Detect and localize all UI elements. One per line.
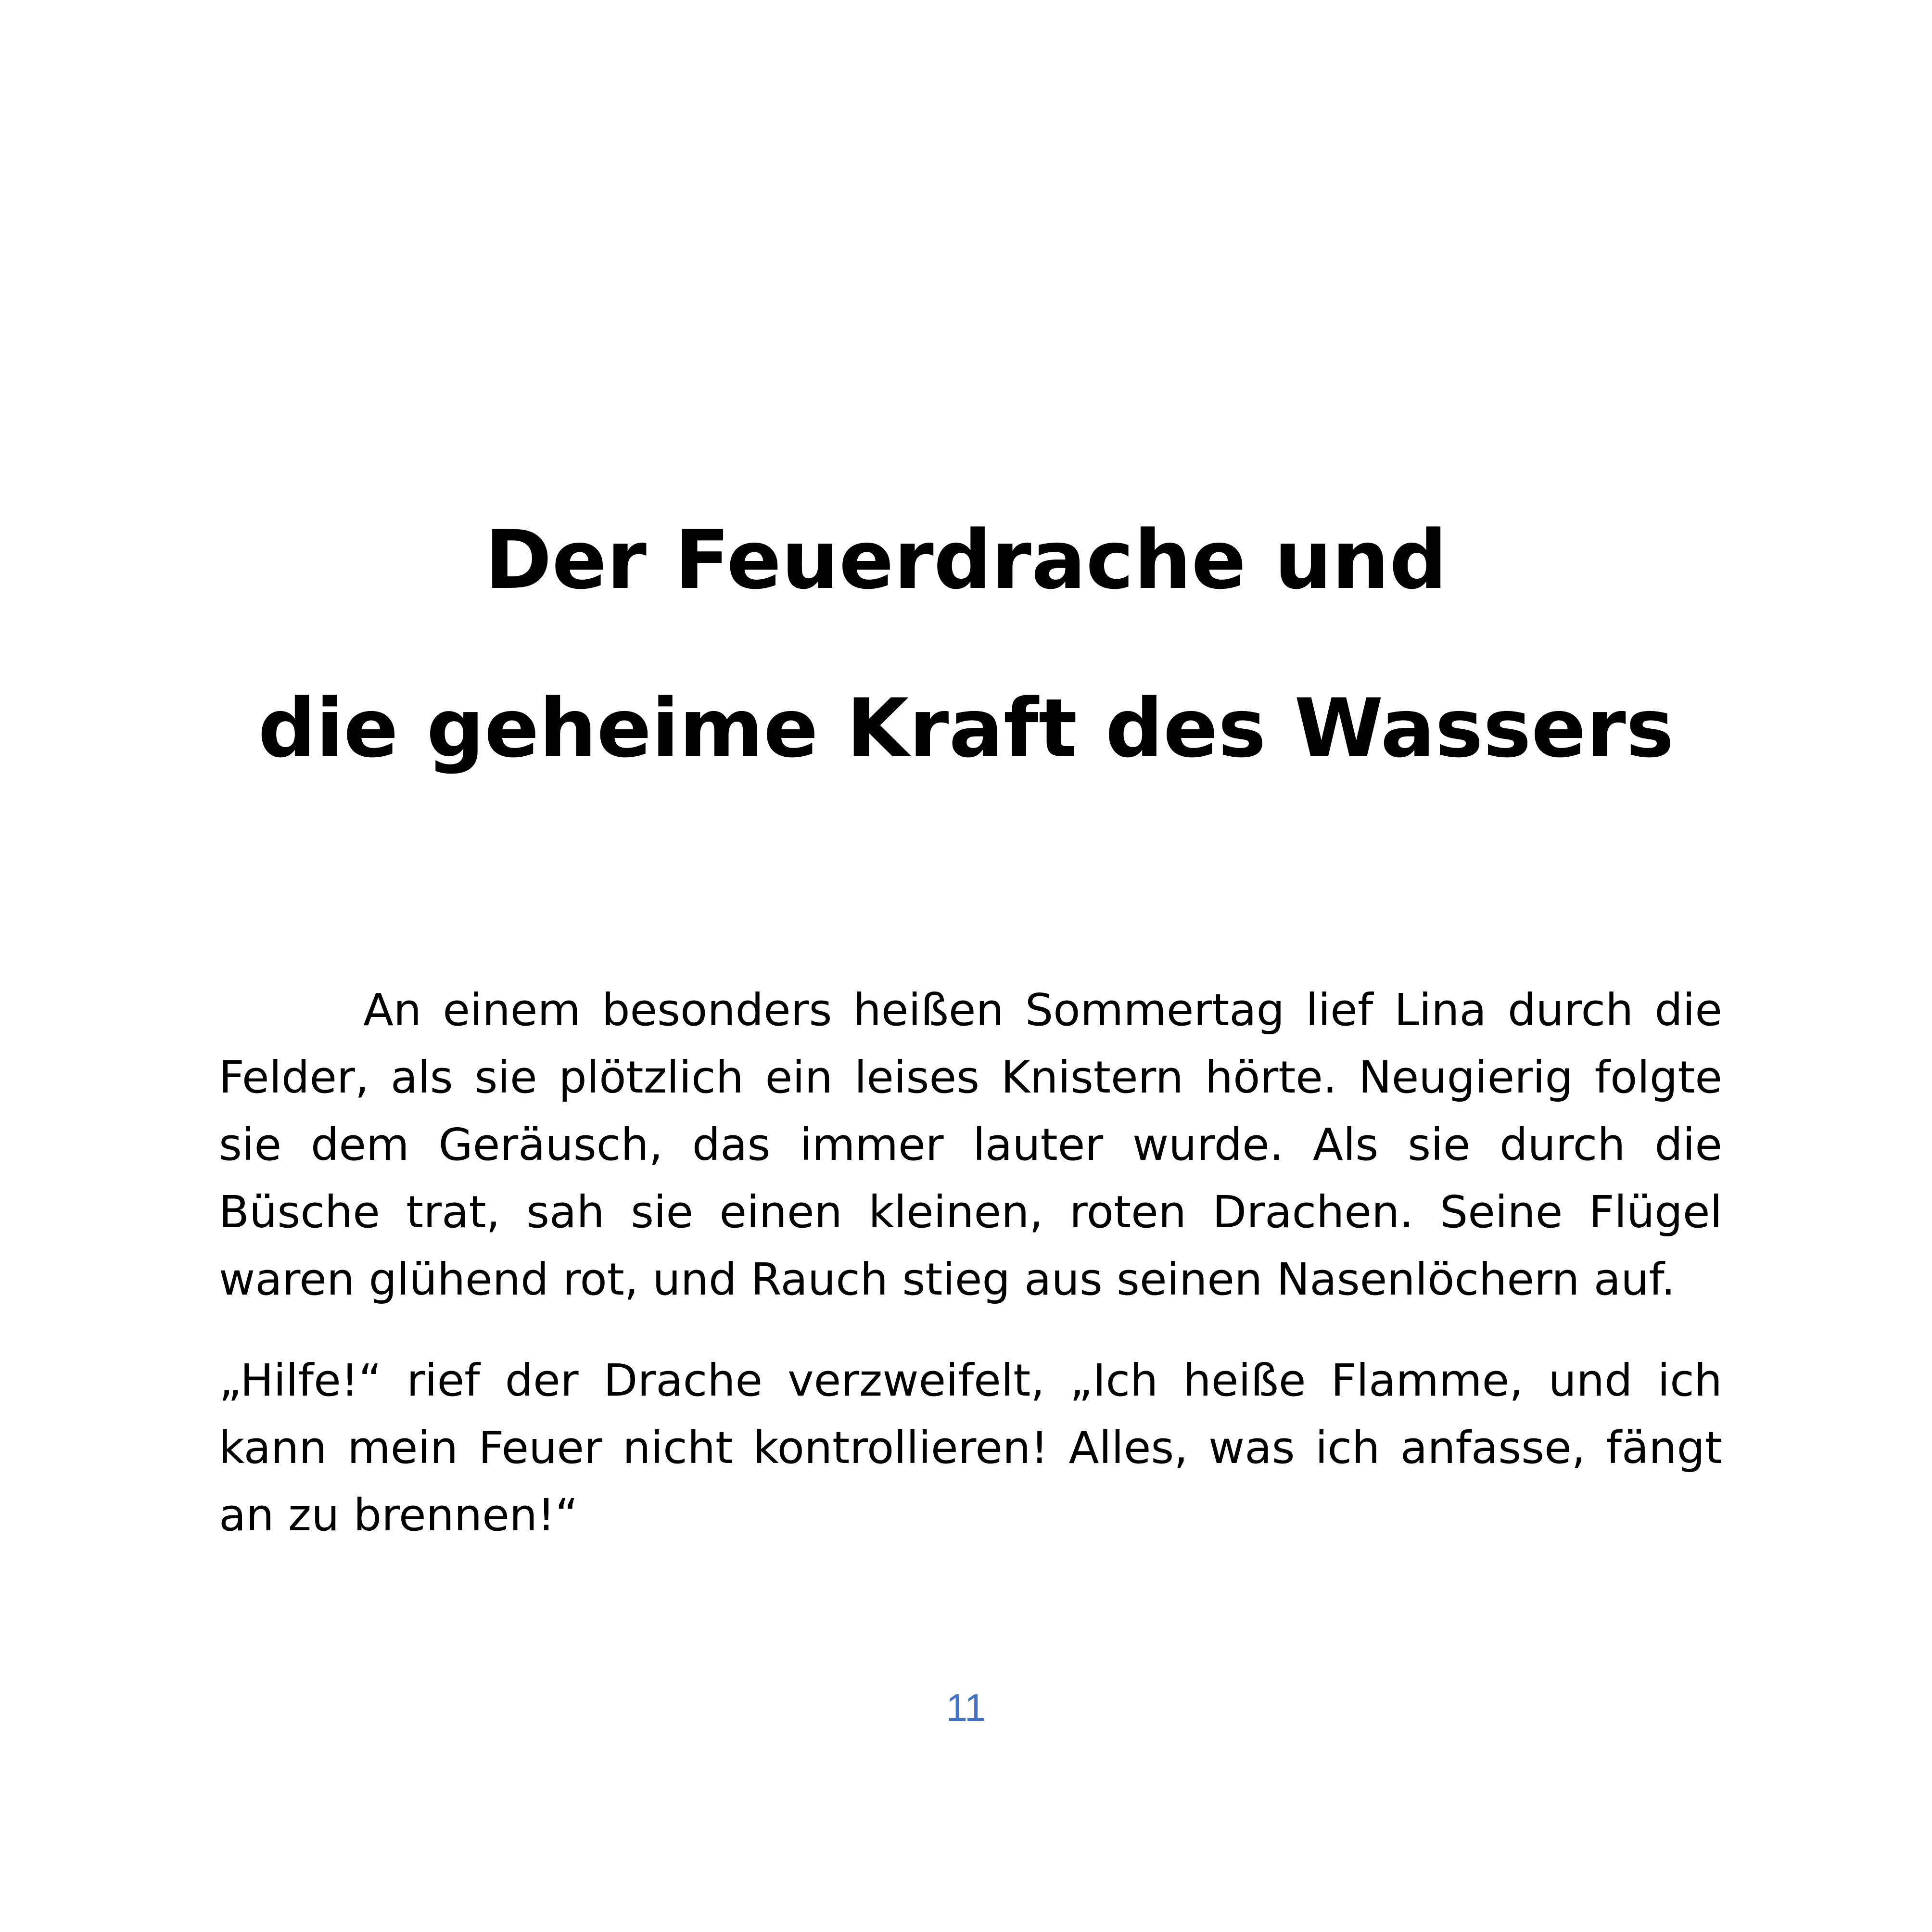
paragraph-2: „Hilfe!“ rief der Drache verzweifelt, „Ich heiße Flamme, und ich kann mein Feuer nicht kontrollieren! Alles, was ich anfasse, fängt an zu brennen!“ [219,1355,1722,1541]
title-line-1: Der Feuerdrache und [484,513,1448,607]
paragraph-1: An einem besonders heißen Sommertag lief Lina durch die Felder, als sie plötzlich ein leises Knistern hörte. Neugierig folgte sie dem Geräusch, das immer lauter wurde. Als sie durch die Büsche trat, sah sie einen kleinen, roten Drachen. Seine Flügel waren glühend rot, und Rauch stieg aus seinen Nasenlöchern auf. [219,984,1722,1305]
page-number: 11 [946,1686,986,1729]
story-body [219,977,1722,1549]
title-line-2: die geheime Kraft des Wassers [258,681,1674,775]
